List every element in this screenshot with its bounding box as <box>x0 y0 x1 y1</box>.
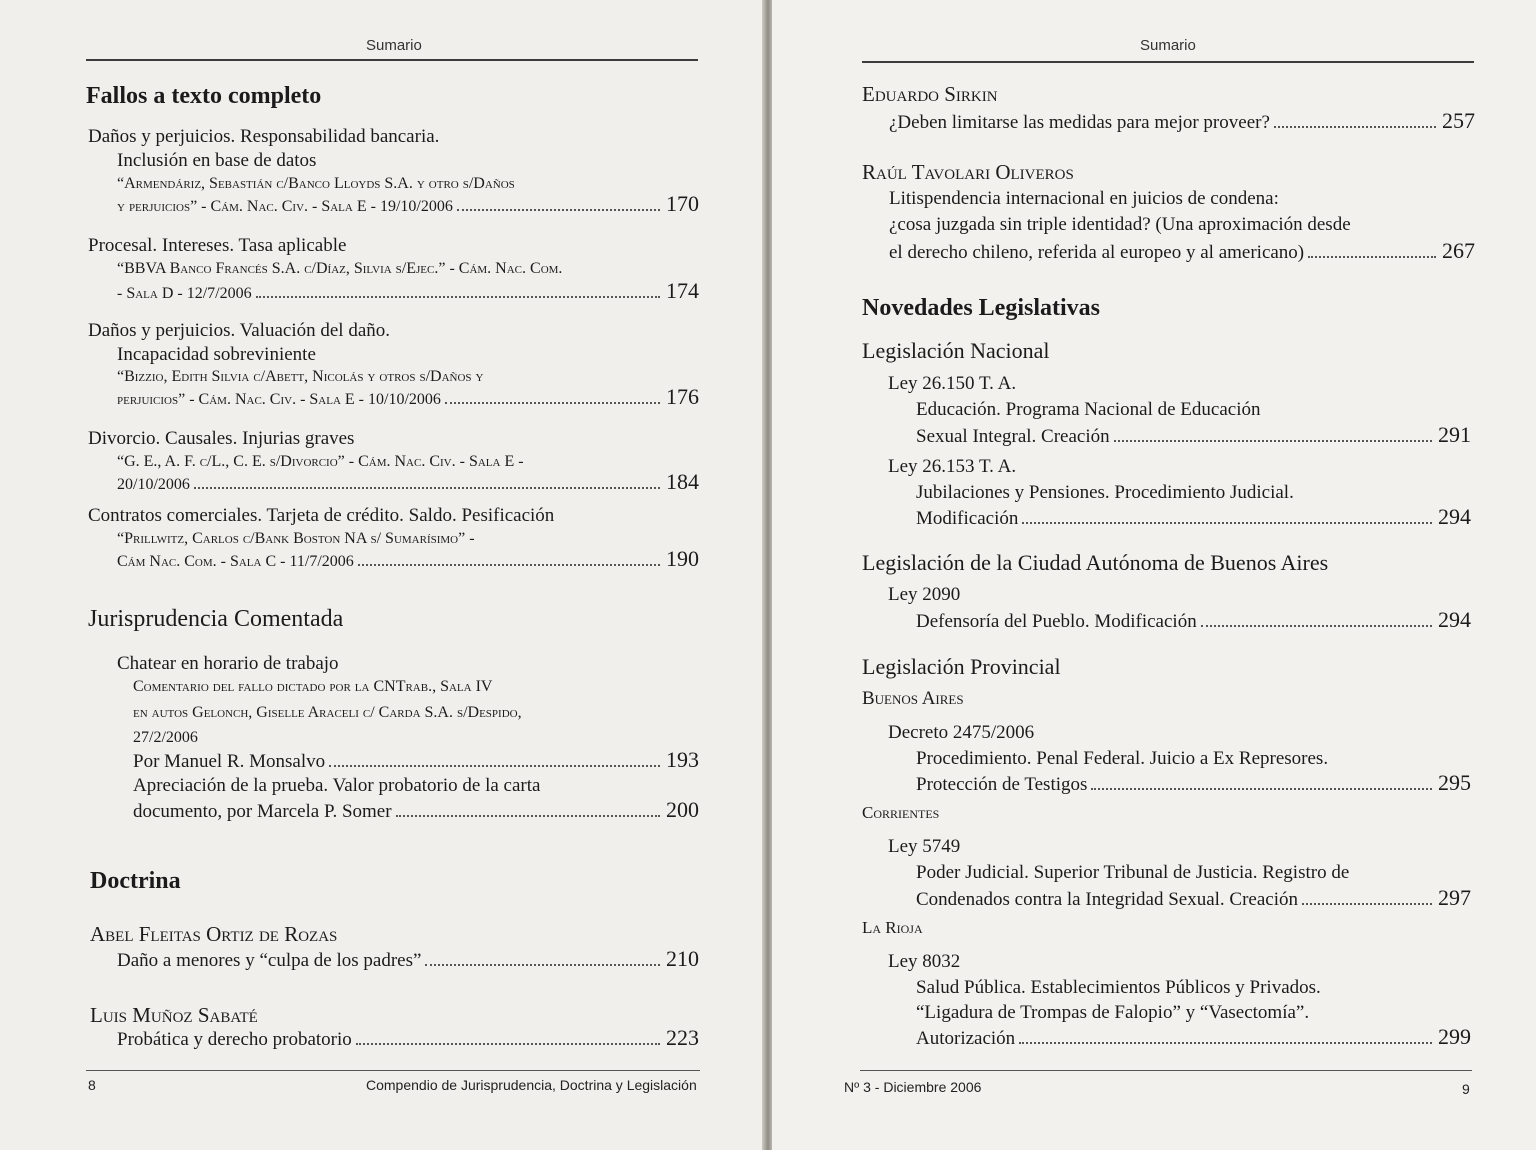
footer-text: Nº 3 - Diciembre 2006 <box>844 1079 982 1095</box>
entry-title: Poder Judicial. Superior Tribunal de Justicia. Registro de <box>916 862 1350 883</box>
toc-label: Probática y derecho probatorio <box>117 1029 352 1050</box>
entry-title: Daños y perjuicios. Responsabilidad bancaria. <box>88 126 440 147</box>
entry-case: “G. E., A. F. c/L., C. E. s/Divorcio” - Cám. Nac. Civ. - Sala E - <box>117 453 524 470</box>
page-number: 200 <box>666 797 699 822</box>
toc-entry[interactable] <box>117 946 699 972</box>
leader-dots <box>256 296 660 298</box>
leader-dots <box>1114 440 1432 442</box>
subsection-title: Legislación Provincial <box>862 654 1061 679</box>
footer-text: Compendio de Jurisprudencia, Doctrina y Legislación <box>366 1077 697 1093</box>
leader-dots <box>358 564 660 566</box>
law-number: Ley 26.153 T. A. <box>888 456 1017 477</box>
toc-entry[interactable] <box>117 278 699 304</box>
entry-comment: 27/2/2006 <box>133 729 198 746</box>
toc-entry[interactable] <box>916 422 1471 448</box>
page-number: 223 <box>666 1025 699 1050</box>
law-number: Decreto 2475/2006 <box>888 722 1035 743</box>
toc-label: el derecho chileno, referida al europeo y al americano) <box>889 242 1305 263</box>
subsection-title: Legislación de la Ciudad Autónoma de Buenos Aires <box>862 550 1329 575</box>
province-name: Corrientes <box>862 803 940 822</box>
toc-label: Modificación <box>916 508 1019 529</box>
toc-label: y perjuicios” - Cám. Nac. Civ. - Sala E - 19/10/2006 <box>117 198 453 215</box>
entry-title: Daños y perjuicios. Valuación del daño. <box>88 320 390 341</box>
toc-entry[interactable] <box>916 607 1471 633</box>
leader-dots <box>1091 788 1432 790</box>
right-page <box>772 0 1536 1150</box>
entry-case: “Prillwitz, Carlos c/Bank Boston NA s/ Sumarísimo” - <box>117 530 475 547</box>
toc-entry[interactable] <box>117 191 699 217</box>
leader-dots <box>356 1043 660 1045</box>
toc-label: Autorización <box>916 1028 1016 1049</box>
entry-subtitle: Incapacidad sobreviniente <box>117 344 316 365</box>
toc-label: - Sala D - 12/7/2006 <box>117 285 252 302</box>
leader-dots <box>1302 903 1432 905</box>
toc-label: Por Manuel R. Monsalvo <box>133 751 326 772</box>
header-rule <box>86 59 698 61</box>
toc-entry[interactable] <box>916 1024 1471 1050</box>
page-number: 267 <box>1442 238 1475 263</box>
entry-title: Apreciación de la prueba. Valor probatorio de la carta <box>133 775 541 796</box>
footer-rule <box>86 1070 700 1071</box>
entry-comment: en autos Gelonch, Giselle Araceli c/ Carda S.A. s/Despido, <box>133 704 522 721</box>
section-title-novedades: Novedades Legislativas <box>862 295 1101 321</box>
leader-dots <box>1022 522 1432 524</box>
toc-entry[interactable] <box>117 1025 699 1051</box>
page-number: 291 <box>1438 422 1471 447</box>
toc-entry[interactable] <box>916 885 1471 911</box>
toc-entry[interactable] <box>889 238 1475 264</box>
toc-entry[interactable] <box>916 770 1471 796</box>
page-number: 170 <box>666 191 699 216</box>
running-head: Sumario <box>1140 37 1196 54</box>
leader-dots <box>396 815 660 817</box>
page-number: 190 <box>666 546 699 571</box>
page-number: 297 <box>1438 885 1471 910</box>
folio: 9 <box>1462 1081 1470 1097</box>
entry-case: “Armendáriz, Sebastián c/Banco Lloyds S.A. y otro s/Daños <box>117 175 515 192</box>
toc-entry[interactable] <box>133 747 699 773</box>
entry-title: Contratos comerciales. Tarjeta de crédito. Saldo. Pesificación <box>88 505 555 526</box>
entry-case: “BBVA Banco Francés S.A. c/Díaz, Silvia s/Ejec.” - Cám. Nac. Com. <box>117 260 563 277</box>
running-head: Sumario <box>366 37 422 54</box>
subsection-title: Legislación Nacional <box>862 338 1050 363</box>
page-number: 174 <box>666 278 699 303</box>
page-number: 210 <box>666 946 699 971</box>
author-name: Raúl Tavolari Oliveros <box>862 160 1074 184</box>
header-rule <box>862 61 1474 63</box>
leader-dots <box>425 964 660 966</box>
entry-title: Procesal. Intereses. Tasa aplicable <box>88 235 347 256</box>
page-number: 184 <box>666 469 699 494</box>
entry-title: Salud Pública. Establecimientos Públicos y Privados. <box>916 977 1321 998</box>
toc-label: 20/10/2006 <box>117 476 190 493</box>
law-number: Ley 8032 <box>888 951 961 972</box>
toc-entry[interactable] <box>117 546 699 572</box>
law-number: Ley 2090 <box>888 584 961 605</box>
toc-label: ¿Deben limitarse las medidas para mejor proveer? <box>889 112 1270 133</box>
toc-label: Daño a menores y “culpa de los padres” <box>117 950 422 971</box>
toc-label: Condenados contra la Integridad Sexual. Creación <box>916 889 1298 910</box>
leader-dots <box>445 402 660 404</box>
leader-dots <box>329 765 660 767</box>
toc-label: documento, por Marcela P. Somer <box>133 801 392 822</box>
entry-comment: Comentario del fallo dictado por la CNTrab., Sala IV <box>133 678 493 695</box>
left-page <box>0 0 764 1150</box>
leader-dots <box>1019 1042 1432 1044</box>
toc-label: Defensoría del Pueblo. Modificación <box>916 611 1197 632</box>
footer-rule <box>860 1070 1472 1071</box>
entry-title: Procedimiento. Penal Federal. Juicio a Ex Represores. <box>916 748 1329 769</box>
leader-dots <box>1308 256 1436 258</box>
entry-case: “Bizzio, Edith Silvia c/Abett, Nicolás y otros s/Daños y <box>117 368 484 385</box>
entry-title: Jubilaciones y Pensiones. Procedimiento Judicial. <box>916 482 1294 503</box>
leader-dots <box>1201 625 1432 627</box>
toc-entry[interactable] <box>916 504 1471 530</box>
toc-entry[interactable] <box>117 469 699 495</box>
leader-dots <box>457 209 660 211</box>
author-name: Luis Muñoz Sabaté <box>90 1003 258 1027</box>
entry-title: “Ligadura de Trompas de Falopio” y “Vasectomía”. <box>916 1002 1310 1023</box>
toc-label: Cám Nac. Com. - Sala C - 11/7/2006 <box>117 553 354 570</box>
page-number: 176 <box>666 384 699 409</box>
entry-title: Divorcio. Causales. Injurias graves <box>88 428 355 449</box>
toc-label: Sexual Integral. Creación <box>916 426 1110 447</box>
entry-subtitle: Inclusión en base de datos <box>117 150 317 171</box>
page-number: 193 <box>666 747 699 772</box>
section-title-jurisprudencia: Jurisprudencia Comentada <box>88 606 344 632</box>
page-number: 257 <box>1442 108 1475 133</box>
leader-dots <box>194 487 660 489</box>
toc-label: perjuicios” - Cám. Nac. Civ. - Sala E - 10/10/2006 <box>117 391 441 408</box>
section-title-fallos: Fallos a texto completo <box>86 83 322 109</box>
folio: 8 <box>88 1077 96 1093</box>
section-title-doctrina: Doctrina <box>90 868 181 894</box>
toc-entry[interactable] <box>889 108 1475 134</box>
toc-entry[interactable] <box>117 384 699 410</box>
page-number: 295 <box>1438 770 1471 795</box>
author-name: Abel Fleitas Ortiz de Rozas <box>90 922 338 946</box>
toc-entry[interactable] <box>133 797 699 823</box>
entry-title: Chatear en horario de trabajo <box>117 653 339 674</box>
page-number: 294 <box>1438 607 1471 632</box>
leader-dots <box>1274 126 1436 128</box>
province-name: Buenos Aires <box>862 688 964 709</box>
law-number: Ley 26.150 T. A. <box>888 373 1017 394</box>
entry-title: Educación. Programa Nacional de Educación <box>916 399 1261 420</box>
page-number: 294 <box>1438 504 1471 529</box>
province-name: La Rioja <box>862 918 923 937</box>
entry-title: ¿cosa juzgada sin triple identidad? (Una aproximación desde <box>889 214 1351 235</box>
entry-title: Litispendencia internacional en juicios de condena: <box>889 188 1279 209</box>
page-number: 299 <box>1438 1024 1471 1049</box>
law-number: Ley 5749 <box>888 836 961 857</box>
toc-label: Protección de Testigos <box>916 774 1088 795</box>
author-name: Eduardo Sirkin <box>862 82 998 106</box>
